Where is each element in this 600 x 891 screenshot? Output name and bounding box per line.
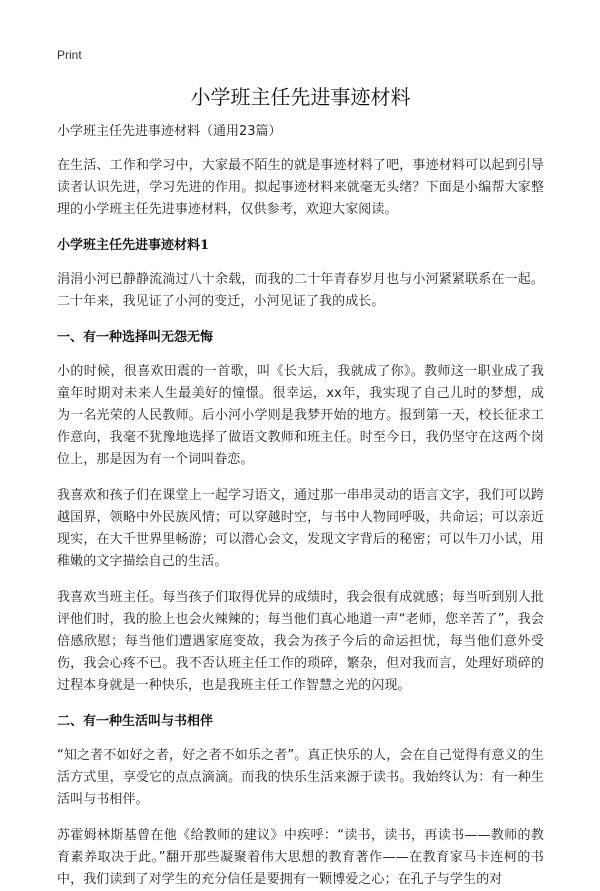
paragraph: 我喜欢和孩子们在课堂上一起学习语文，通过那一串串灵动的语言文字，我们可以跨越国界，领略中外民族风情；可以穿越时空，与书中人物同呼吸，共命运；可以亲近现实，在大千世界里畅游；可以潜心会文，发现文字背后的秘密；可以牛刀小试，用稚嫩的文字描绘自己的生活。 xyxy=(57,488,544,569)
document-title: 小学班主任先进事迹材料 xyxy=(190,85,411,109)
paragraph: 我喜欢当班主任。每当孩子们取得优异的成绩时，我会很有成就感；每当听到别人批评他们时，我的脸上也会火辣辣的；每当他们真心地道一声“老师，您辛苦了”，我会倍感欣慰；每当他们遭遇家庭变故，我会为孩子今后的命运担忧，每当他们意外受伤，我会心疼不已。我不否认班主任工作的琐碎，繁杂，但对我而言，处理好琐碎的过程本身就是一种快乐，也是我班主任工作智慧之光的闪现。 xyxy=(57,590,544,693)
paragraph: 小的时候，很喜欢田震的一首歌，叫《长大后，我就成了你》。教师这一职业成了我童年时期对未来人生最美好的憧憬。很幸运，xx年，我实现了自己儿时的梦想，成为一名光荣的人民教师。后小河小学则是我梦开始的地方。报到第一天，校长征求工作意向，我毫不犹豫地选择了做语文教师和班主任。时至今日，我仍坚守在这两个岗位上，那是因为有一个词叫眷恋。 xyxy=(57,364,544,467)
heading-books: 二、有一种生活叫与书相伴 xyxy=(57,714,214,729)
document-subtitle: 小学班主任先进事迹材料（通用23篇） xyxy=(57,124,282,139)
intro-paragraph: 在生活、工作和学习中，大家最不陌生的就是事迹材料了吧，事迹材料可以起到引导读者认识先进，学习先进的作用。拟起事迹材料来就毫无头绪？下面是小编帮大家整理的小学班主任先进事迹材料，仅供参考，欢迎大家阅读。 xyxy=(57,158,544,217)
print-link[interactable]: Print xyxy=(57,48,82,62)
paragraph: “知之者不如好之者，好之者不如乐之者”。真正快乐的人，会在自己觉得有意义的生活方式里，享受它的点点滴滴。而我的快乐生活来源于读书。我始终认为：有一种生活叫与书相伴。 xyxy=(57,748,544,807)
section-title-1: 小学班主任先进事迹材料1 xyxy=(57,238,210,253)
heading-choice: 一、有一种选择叫无怨无悔 xyxy=(57,330,214,345)
paragraph: 涓涓小河已静静流淌过八十余载，而我的二十年青春岁月也与小河紧紧联系在一起。二十年来，我见证了小河的变迁，小河见证了我的成长。 xyxy=(57,272,544,309)
paragraph: 苏霍姆林斯基曾在他《给教师的建议》中疾呼：“读书，读书，再读书——教师的教育素养取决于此。”翻开那些凝聚着伟大思想的教育著作——在教育家马卡连柯的书中，我们读到了对学生的充分信任是要拥有一颗博爱之心；在孔子与学生的对 xyxy=(57,828,544,887)
